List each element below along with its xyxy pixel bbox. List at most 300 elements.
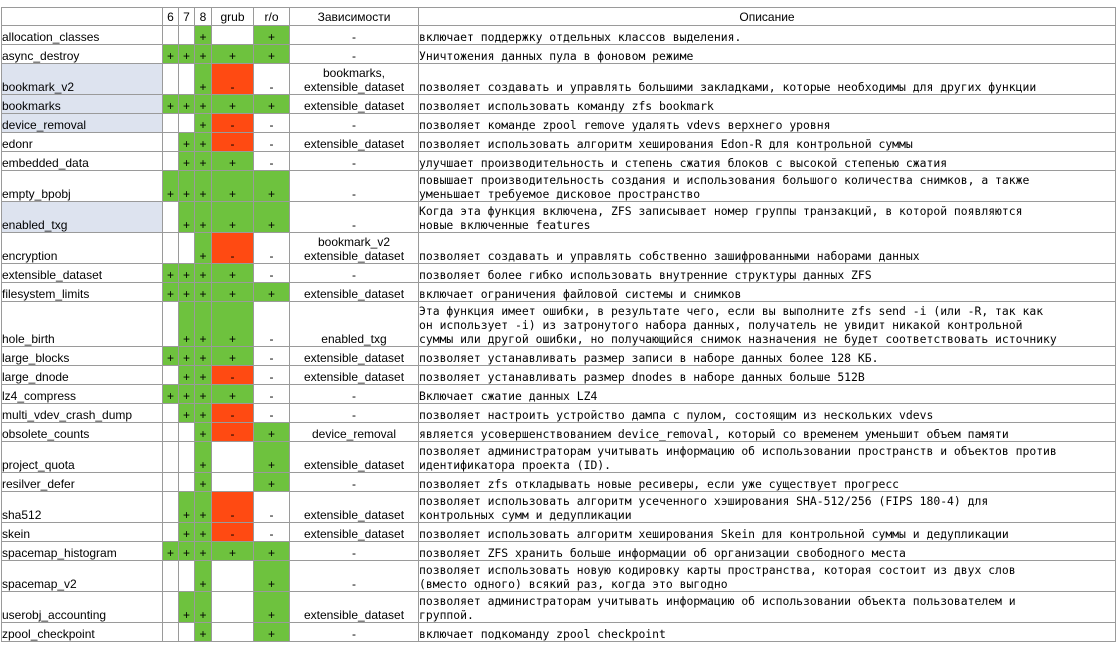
support-cell-grub: +	[212, 542, 254, 561]
description-line: позволяет использовать алгоритм хеширования Skein для контрольной суммы и дедупликации	[419, 527, 1009, 541]
support-cell-c6: +	[163, 385, 179, 404]
support-cell-ro: -	[254, 64, 290, 95]
table-row	[2, 302, 1116, 347]
support-cell-c7: +	[179, 347, 195, 366]
table-row	[2, 492, 1116, 523]
support-cell-ro: +	[254, 26, 290, 45]
support-cell-grub: +	[212, 283, 254, 302]
description-cell	[419, 202, 1116, 233]
support-cell-c8: +	[195, 133, 212, 152]
feature-name: extensible_dataset	[2, 264, 163, 283]
support-cell-c7	[179, 473, 195, 492]
dependency-text: -	[352, 546, 356, 560]
support-cell-grub: -	[212, 523, 254, 542]
support-cell-c7: +	[179, 45, 195, 64]
support-cell-ro: -	[254, 264, 290, 283]
support-cell-c6: +	[163, 171, 179, 202]
description-line: является усовершенствованием device_removal, который со временем уменьшит объем памяти	[419, 427, 1009, 441]
support-cell-c6: +	[163, 542, 179, 561]
header-col-8: 8	[195, 8, 212, 26]
support-cell-c8: +	[195, 542, 212, 561]
support-cell-c6	[163, 202, 179, 233]
description-line: повышает производительность создания и использования большого количества снимков, а также	[419, 173, 1030, 187]
description-line: позволяет использовать алгоритм усеченного хэширования SHA-512/256 (FIPS 180-4) для	[419, 494, 989, 508]
support-cell-c6	[163, 423, 179, 442]
support-cell-ro: +	[254, 542, 290, 561]
description-cell	[419, 561, 1116, 592]
feature-name: skein	[2, 523, 163, 542]
feature-name: hole_birth	[2, 302, 163, 347]
description-line: (вместо одного) всякий раз, когда это выгодно	[419, 577, 728, 591]
support-cell-c8: +	[195, 202, 212, 233]
support-cell-c6	[163, 133, 179, 152]
header-row	[2, 8, 1116, 26]
support-cell-grub: -	[212, 233, 254, 264]
dependency-text: extensible_dataset	[303, 527, 405, 541]
support-cell-c7: +	[179, 95, 195, 114]
support-cell-ro: -	[254, 302, 290, 347]
description-line: позволяет администраторам учитывать информацию об использовании пространств и объектов против	[419, 444, 1057, 458]
description-line: позволяет создавать и управлять большими закладками, которые необходимы для других функции	[419, 80, 1037, 94]
dependency-text: extensible_dataset	[303, 287, 405, 301]
support-cell-c6: +	[163, 283, 179, 302]
support-cell-c7: +	[179, 385, 195, 404]
description-cell	[419, 152, 1116, 171]
feature-name: large_dnode	[2, 366, 163, 385]
dependencies-cell	[290, 561, 419, 592]
support-cell-grub	[212, 592, 254, 623]
feature-name: allocation_classes	[2, 26, 163, 45]
header-col-7: 7	[179, 8, 195, 26]
support-cell-c6	[163, 302, 179, 347]
support-cell-c8: +	[195, 45, 212, 64]
feature-name: spacemap_v2	[2, 561, 163, 592]
support-cell-c6	[163, 592, 179, 623]
support-cell-grub: -	[212, 64, 254, 95]
support-cell-c7: +	[179, 171, 195, 202]
description-line: суммы или другой ошибки, но получающийся снимок назначения не будет соответствовать источнику	[419, 332, 1057, 346]
table-row	[2, 473, 1116, 492]
support-cell-c6	[163, 492, 179, 523]
support-cell-grub: -	[212, 114, 254, 133]
header-feature	[2, 8, 163, 26]
support-cell-c6	[163, 404, 179, 423]
support-cell-grub: +	[212, 95, 254, 114]
feature-name: zpool_checkpoint	[2, 623, 163, 642]
table-row	[2, 152, 1116, 171]
dependencies-cell	[290, 404, 419, 423]
description-line: позволяет более гибко использовать внутренние структуры данных ZFS	[419, 268, 872, 282]
support-cell-c7: +	[179, 366, 195, 385]
support-cell-c6: +	[163, 264, 179, 283]
support-cell-c8: +	[195, 404, 212, 423]
support-cell-ro: -	[254, 133, 290, 152]
description-line: Уничтожения данных пула в фоновом режиме	[419, 49, 694, 63]
description-cell	[419, 592, 1116, 623]
dependencies-cell	[290, 592, 419, 623]
support-cell-c8: +	[195, 442, 212, 473]
dependencies-cell	[290, 133, 419, 152]
dependency-text: -	[352, 187, 356, 201]
table-row	[2, 133, 1116, 152]
feature-name: bookmarks	[2, 95, 163, 114]
support-cell-c6	[163, 623, 179, 642]
support-cell-c8: +	[195, 523, 212, 542]
dependencies-cell	[290, 171, 419, 202]
description-line: позволяет создавать и управлять собственно зашифрованными наборами данных	[419, 249, 920, 263]
description-line: он использует -i) из затронутого набора данных, получатель не увидит никакой контрольной	[419, 318, 1023, 332]
support-cell-ro: -	[254, 114, 290, 133]
description-line: включает подкоманду zpool checkpoint	[419, 627, 666, 641]
description-line: уменьшает требуемое дисковое пространство	[419, 187, 701, 201]
table-body	[2, 26, 1116, 642]
description-line: идентификатора проекта (ID).	[419, 458, 612, 472]
header-ro: r/o	[254, 8, 290, 26]
support-cell-c6	[163, 26, 179, 45]
support-cell-c7: +	[179, 283, 195, 302]
description-line: включает ограничения файловой системы и снимков	[419, 287, 742, 301]
support-cell-ro: -	[254, 523, 290, 542]
feature-name: async_destroy	[2, 45, 163, 64]
table-row	[2, 366, 1116, 385]
support-cell-grub: +	[212, 347, 254, 366]
support-cell-ro: -	[254, 385, 290, 404]
dependency-text: -	[352, 30, 356, 44]
description-cell	[419, 523, 1116, 542]
support-cell-ro: -	[254, 152, 290, 171]
description-line: Когда эта функция включена, ZFS записывает номер группы транзакций, в которой появляются	[419, 204, 1023, 218]
support-cell-c8: +	[195, 95, 212, 114]
dependencies-cell	[290, 264, 419, 283]
description-line: позволяет использовать команду zfs bookmark	[419, 99, 714, 113]
description-line: позволяет настроить устройство дампа с пулом, состоящим из нескольких vdevs	[419, 408, 934, 422]
feature-table	[1, 7, 1116, 642]
table-row	[2, 442, 1116, 473]
dependencies-cell	[290, 423, 419, 442]
support-cell-grub: -	[212, 133, 254, 152]
table-row	[2, 283, 1116, 302]
dependencies-cell	[290, 523, 419, 542]
description-cell	[419, 64, 1116, 95]
table-row	[2, 623, 1116, 642]
table-row	[2, 423, 1116, 442]
dependencies-cell	[290, 473, 419, 492]
support-cell-ro: +	[254, 623, 290, 642]
support-cell-c7	[179, 561, 195, 592]
dependency-text: -	[352, 118, 356, 132]
support-cell-c6	[163, 233, 179, 264]
dependency-text: extensible_dataset	[303, 508, 405, 522]
description-line: позволяет администраторам учитывать информацию об использовании объекта пользователем и	[419, 594, 1016, 608]
dependency-text: enabled_txg	[321, 332, 387, 346]
support-cell-c7	[179, 423, 195, 442]
support-cell-ro: +	[254, 45, 290, 64]
support-cell-c8: +	[195, 171, 212, 202]
support-cell-c7: +	[179, 542, 195, 561]
support-cell-c7: +	[179, 492, 195, 523]
support-cell-grub: +	[212, 385, 254, 404]
support-cell-c8: +	[195, 366, 212, 385]
table-row	[2, 523, 1116, 542]
description-cell	[419, 264, 1116, 283]
description-cell	[419, 542, 1116, 561]
support-cell-ro: +	[254, 473, 290, 492]
support-cell-c6	[163, 366, 179, 385]
support-cell-c7: +	[179, 302, 195, 347]
dependency-text: -	[352, 268, 356, 282]
table-row	[2, 404, 1116, 423]
dependency-text: bookmark_v2	[317, 235, 391, 249]
table-row	[2, 385, 1116, 404]
dependency-text: -	[352, 408, 356, 422]
table-row	[2, 542, 1116, 561]
support-cell-c7: +	[179, 202, 195, 233]
description-line: группой.	[419, 608, 474, 622]
table-row	[2, 64, 1116, 95]
description-line: позволяет использовать новую кодировку карты пространства, которая состоит из двух слов	[419, 563, 1016, 577]
support-cell-c7	[179, 114, 195, 133]
support-cell-grub: -	[212, 366, 254, 385]
support-cell-c8: +	[195, 592, 212, 623]
support-cell-c7: +	[179, 404, 195, 423]
header-col-6: 6	[163, 8, 179, 26]
support-cell-grub	[212, 442, 254, 473]
support-cell-ro: -	[254, 347, 290, 366]
support-cell-c8: +	[195, 623, 212, 642]
dependencies-cell	[290, 233, 419, 264]
support-cell-ro: +	[254, 423, 290, 442]
support-cell-ro: -	[254, 233, 290, 264]
feature-name: empty_bpobj	[2, 171, 163, 202]
description-line: новые включенные features	[419, 218, 591, 232]
dependency-text: -	[352, 627, 356, 641]
dependencies-cell	[290, 114, 419, 133]
dependency-text: extensible_dataset	[303, 80, 405, 94]
support-cell-c8: +	[195, 114, 212, 133]
dependency-text: extensible_dataset	[303, 370, 405, 384]
description-cell	[419, 95, 1116, 114]
support-cell-c8: +	[195, 64, 212, 95]
feature-name: bookmark_v2	[2, 64, 163, 95]
dependencies-cell	[290, 366, 419, 385]
description-line: Эта функция имеет ошибки, в результате чего, если вы выполните zfs send -i (или -R, так как	[419, 304, 1044, 318]
feature-name: project_quota	[2, 442, 163, 473]
support-cell-c6	[163, 114, 179, 133]
support-cell-c8: +	[195, 561, 212, 592]
dependency-text: -	[352, 218, 356, 232]
table-row	[2, 347, 1116, 366]
support-cell-c8: +	[195, 264, 212, 283]
support-cell-c6	[163, 152, 179, 171]
feature-name: embedded_data	[2, 152, 163, 171]
support-cell-c6: +	[163, 95, 179, 114]
support-cell-c8: +	[195, 283, 212, 302]
support-cell-c7: +	[179, 592, 195, 623]
feature-name: resilver_defer	[2, 473, 163, 492]
support-cell-c7	[179, 64, 195, 95]
description-cell	[419, 114, 1116, 133]
support-cell-c8: +	[195, 347, 212, 366]
support-cell-c8: +	[195, 473, 212, 492]
support-cell-c8: +	[195, 492, 212, 523]
dependency-text: extensible_dataset	[303, 458, 405, 472]
support-cell-c6: +	[163, 45, 179, 64]
support-cell-c7: +	[179, 133, 195, 152]
description-line: улучшает производительность и степень сжатия блоков с высокой степенью сжатия	[419, 156, 948, 170]
description-cell	[419, 366, 1116, 385]
description-line: позволяет zfs откладывать новые ресиверы, если уже существует прогресс	[419, 477, 900, 491]
description-cell	[419, 385, 1116, 404]
dependencies-cell	[290, 385, 419, 404]
feature-name: obsolete_counts	[2, 423, 163, 442]
support-cell-ro: +	[254, 283, 290, 302]
description-line: Включает сжатие данных LZ4	[419, 389, 598, 403]
dependency-text: device_removal	[311, 427, 397, 441]
support-cell-grub: +	[212, 264, 254, 283]
support-cell-grub: +	[212, 45, 254, 64]
header-grub: grub	[212, 8, 254, 26]
description-cell	[419, 442, 1116, 473]
dependencies-cell	[290, 302, 419, 347]
support-cell-grub: -	[212, 423, 254, 442]
support-cell-c8: +	[195, 26, 212, 45]
dependencies-cell	[290, 442, 419, 473]
support-cell-c8: +	[195, 233, 212, 264]
support-cell-c7	[179, 442, 195, 473]
support-cell-c6: +	[163, 347, 179, 366]
support-cell-c7	[179, 26, 195, 45]
description-cell	[419, 492, 1116, 523]
header-description: Описание	[419, 8, 1116, 26]
support-cell-c8: +	[195, 152, 212, 171]
support-cell-grub: +	[212, 152, 254, 171]
dependencies-cell	[290, 95, 419, 114]
table-row	[2, 114, 1116, 133]
description-cell	[419, 283, 1116, 302]
dependencies-cell	[290, 542, 419, 561]
description-cell	[419, 233, 1116, 264]
table-row	[2, 233, 1116, 264]
dependency-text: extensible_dataset	[303, 249, 405, 263]
support-cell-grub	[212, 26, 254, 45]
dependencies-cell	[290, 347, 419, 366]
dependency-text: -	[352, 49, 356, 63]
table-row	[2, 171, 1116, 202]
description-cell	[419, 473, 1116, 492]
table-row	[2, 95, 1116, 114]
description-line: позволяет устанавливать размер записи в наборе данных более 128 КБ.	[419, 351, 879, 365]
dependency-text: -	[352, 477, 356, 491]
description-cell	[419, 302, 1116, 347]
description-cell	[419, 404, 1116, 423]
description-cell	[419, 45, 1116, 64]
support-cell-grub: -	[212, 492, 254, 523]
support-cell-grub	[212, 623, 254, 642]
description-line: включает поддержку отдельных классов выделения.	[419, 30, 742, 44]
dependency-text: extensible_dataset	[303, 351, 405, 365]
description-cell	[419, 623, 1116, 642]
feature-name: spacemap_histogram	[2, 542, 163, 561]
feature-name: lz4_compress	[2, 385, 163, 404]
description-cell	[419, 133, 1116, 152]
dependency-text: -	[352, 389, 356, 403]
support-cell-c8: +	[195, 423, 212, 442]
feature-name: multi_vdev_crash_dump	[2, 404, 163, 423]
support-cell-ro: -	[254, 366, 290, 385]
support-cell-c7: +	[179, 523, 195, 542]
description-cell	[419, 423, 1116, 442]
support-cell-grub: -	[212, 404, 254, 423]
table-row	[2, 592, 1116, 623]
support-cell-ro: +	[254, 561, 290, 592]
support-cell-grub: +	[212, 202, 254, 233]
description-line: позволяет команде zpool remove удалять vdevs верхнего уровня	[419, 118, 831, 132]
support-cell-grub: +	[212, 171, 254, 202]
support-cell-ro: -	[254, 404, 290, 423]
dependency-text: -	[352, 156, 356, 170]
support-cell-ro: +	[254, 95, 290, 114]
table-row	[2, 202, 1116, 233]
support-cell-c7	[179, 233, 195, 264]
support-cell-c6	[163, 442, 179, 473]
description-cell	[419, 26, 1116, 45]
table-row	[2, 26, 1116, 45]
dependencies-cell	[290, 283, 419, 302]
dependency-text: extensible_dataset	[303, 608, 405, 622]
dependencies-cell	[290, 623, 419, 642]
description-cell	[419, 171, 1116, 202]
dependency-text: extensible_dataset	[303, 137, 405, 151]
support-cell-c8: +	[195, 302, 212, 347]
dependency-text: bookmarks,	[322, 66, 386, 80]
description-line: позволяет ZFS хранить больше информации об организации свободного места	[419, 546, 906, 560]
feature-name: enabled_txg	[2, 202, 163, 233]
support-cell-c7	[179, 623, 195, 642]
support-cell-c6	[163, 523, 179, 542]
support-cell-ro: +	[254, 171, 290, 202]
support-cell-grub: +	[212, 302, 254, 347]
dependency-text: -	[352, 577, 356, 591]
description-line: позволяет использовать алгоритм хеширования Edon-R для контрольной суммы	[419, 137, 913, 151]
dependencies-cell	[290, 45, 419, 64]
support-cell-grub	[212, 473, 254, 492]
support-cell-c7: +	[179, 152, 195, 171]
dependencies-cell	[290, 202, 419, 233]
table-row	[2, 264, 1116, 283]
header-dependencies: Зависимости	[290, 8, 419, 26]
support-cell-ro: -	[254, 492, 290, 523]
feature-name: filesystem_limits	[2, 283, 163, 302]
dependency-text: extensible_dataset	[303, 99, 405, 113]
support-cell-grub	[212, 561, 254, 592]
feature-name: encryption	[2, 233, 163, 264]
dependencies-cell	[290, 492, 419, 523]
support-cell-c6	[163, 561, 179, 592]
support-cell-ro: +	[254, 592, 290, 623]
table-row	[2, 561, 1116, 592]
description-cell	[419, 347, 1116, 366]
support-cell-c8: +	[195, 385, 212, 404]
support-cell-c7: +	[179, 264, 195, 283]
dependencies-cell	[290, 26, 419, 45]
feature-name: sha512	[2, 492, 163, 523]
support-cell-ro: +	[254, 202, 290, 233]
support-cell-ro: +	[254, 442, 290, 473]
feature-name: device_removal	[2, 114, 163, 133]
feature-name: userobj_accounting	[2, 592, 163, 623]
dependencies-cell	[290, 64, 419, 95]
feature-name: large_blocks	[2, 347, 163, 366]
